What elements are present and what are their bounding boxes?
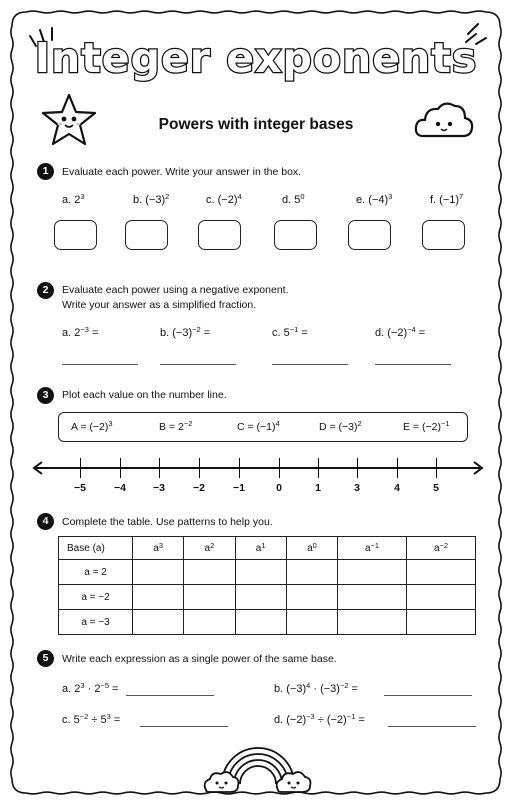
- table-header-power: [235, 537, 286, 560]
- power-exponent: 4: [275, 419, 280, 428]
- power-exponent: −1: [346, 712, 356, 721]
- number-line-tick: [279, 458, 280, 478]
- power-base: (−2): [217, 194, 238, 206]
- power-base: E = (−2): [403, 421, 441, 433]
- power-base: 2: [74, 327, 81, 339]
- power-exponent: −2: [183, 419, 193, 428]
- q2-item-expression: [160, 327, 210, 339]
- table-answer-cell[interactable]: [235, 560, 286, 585]
- power-base: a: [204, 542, 211, 554]
- answer-line[interactable]: [140, 726, 228, 727]
- question-3-number: 3: [37, 387, 54, 404]
- number-line: [30, 460, 486, 476]
- power-exponent: 3: [108, 419, 113, 428]
- page-subtitle: Powers with integer bases: [158, 116, 354, 133]
- table-header-base: Base (a): [59, 537, 133, 560]
- table-answer-cell[interactable]: [338, 560, 407, 585]
- item-label: c.: [206, 194, 218, 206]
- item-label: b.: [274, 683, 287, 695]
- question-2-number: 2: [37, 282, 54, 299]
- power-base: (−1): [439, 194, 460, 206]
- answer-box[interactable]: [125, 220, 168, 250]
- number-line-tick: [436, 458, 437, 478]
- power-base: C = (−1): [237, 421, 276, 433]
- item-label: b.: [160, 327, 173, 339]
- item-label: a.: [62, 194, 75, 206]
- answer-box[interactable]: [274, 220, 317, 250]
- power-exponent: 1: [261, 540, 266, 550]
- table-row: [59, 585, 476, 610]
- question-4-prompt: Complete the table. Use patterns to help you.: [62, 516, 273, 528]
- value-item: [71, 421, 113, 433]
- power-exponent: −1: [440, 419, 450, 428]
- answer-line[interactable]: [62, 364, 138, 365]
- number-line-tick: [199, 458, 200, 478]
- power-base: 5: [294, 194, 301, 206]
- exponent-table: [58, 536, 476, 635]
- power-exponent: −5: [100, 681, 109, 690]
- table-header-power: [286, 537, 337, 560]
- power-base: 2: [74, 194, 81, 206]
- answer-box[interactable]: [348, 220, 391, 250]
- question-3-prompt: Plot each value on the number line.: [62, 389, 227, 401]
- number-line-tick-label: 0: [276, 482, 282, 494]
- power-exponent: 7: [459, 192, 464, 201]
- power-exponent: −4: [407, 325, 416, 334]
- number-line-tick-label: −3: [153, 482, 165, 494]
- value-item: [237, 421, 280, 433]
- table-answer-cell[interactable]: [407, 610, 476, 635]
- power-base: B = 2: [159, 421, 184, 433]
- number-line-tick-label: −4: [114, 482, 126, 494]
- power-base: (−2): [326, 714, 347, 726]
- equals-sign: =: [200, 327, 211, 339]
- q1-item-expression: [282, 194, 305, 206]
- power-base: 2: [94, 683, 101, 695]
- power-exponent: 4: [306, 681, 311, 690]
- value-item: [403, 421, 450, 433]
- power-exponent: 3: [80, 192, 85, 201]
- item-label: d.: [274, 714, 287, 726]
- q5-item-expression: [62, 714, 120, 726]
- table-row-label: a = −2: [59, 585, 133, 610]
- item-label: a.: [62, 327, 75, 339]
- power-base: 2: [74, 683, 81, 695]
- answer-box[interactable]: [54, 220, 97, 250]
- power-exponent: −2: [439, 540, 449, 550]
- table-answer-cell[interactable]: [286, 560, 337, 585]
- answer-line[interactable]: [126, 695, 214, 696]
- equals-sign: =: [415, 327, 426, 339]
- power-base: D = (−3): [319, 421, 358, 433]
- power-exponent: 0: [300, 192, 305, 201]
- table-answer-cell[interactable]: [184, 560, 235, 585]
- table-answer-cell[interactable]: [184, 585, 235, 610]
- answer-line[interactable]: [160, 364, 236, 365]
- power-exponent: −1: [370, 540, 380, 550]
- power-base: 5: [100, 714, 107, 726]
- operator: ·: [84, 683, 95, 695]
- item-label: b.: [133, 194, 146, 206]
- power-base: a: [255, 542, 262, 554]
- answer-line[interactable]: [272, 364, 348, 365]
- number-line-tick: [397, 458, 398, 478]
- power-base: 5: [283, 327, 290, 339]
- question-2-prompt: [62, 283, 289, 313]
- table-answer-cell[interactable]: [133, 560, 184, 585]
- power-exponent: 2: [165, 192, 170, 201]
- table-header-power: [184, 537, 235, 560]
- number-line-tick-label: −5: [74, 482, 86, 494]
- power-exponent: 3: [388, 192, 393, 201]
- table-answer-cell[interactable]: [235, 610, 286, 635]
- power-base: (−3): [286, 683, 307, 695]
- q5-item-expression: [274, 683, 358, 695]
- q1-item-expression: [430, 194, 463, 206]
- answer-line[interactable]: [375, 364, 451, 365]
- equals-sign: =: [110, 714, 121, 726]
- table-answer-cell[interactable]: [133, 610, 184, 635]
- power-exponent: 2: [210, 540, 215, 550]
- question-2-prompt-line1: Evaluate each power using a negative exponent.: [62, 284, 289, 296]
- number-line-tick-label: 3: [354, 482, 360, 494]
- number-line-tick-label: 1: [315, 482, 321, 494]
- item-label: a.: [62, 683, 75, 695]
- table-answer-cell[interactable]: [184, 610, 235, 635]
- q1-item-expression: [133, 194, 169, 206]
- power-base: a: [307, 542, 313, 554]
- number-line-tick: [239, 458, 240, 478]
- q1-item-expression: [206, 194, 242, 206]
- power-exponent: −2: [192, 325, 201, 334]
- table-answer-cell[interactable]: [338, 585, 407, 610]
- table-answer-cell[interactable]: [407, 585, 476, 610]
- number-line-tick-label: −2: [193, 482, 205, 494]
- number-line-tick: [120, 458, 121, 478]
- item-label: e.: [356, 194, 369, 206]
- question-5-number: 5: [37, 650, 54, 667]
- equals-sign: =: [109, 683, 119, 695]
- item-label: c.: [62, 714, 74, 726]
- power-base: a: [364, 542, 371, 554]
- value-item: [159, 421, 192, 433]
- power-exponent: −2: [339, 681, 349, 690]
- answer-line[interactable]: [388, 726, 476, 727]
- equals-sign: =: [355, 714, 365, 726]
- equals-sign: =: [348, 683, 358, 695]
- question-1-prompt: Evaluate each power. Write your answer in the box.: [62, 166, 302, 178]
- answer-line[interactable]: [384, 695, 472, 696]
- operator: ·: [310, 683, 321, 695]
- power-base: a: [433, 542, 440, 554]
- power-base: (−2): [387, 327, 408, 339]
- number-line-tick-label: 5: [433, 482, 439, 494]
- table-header-power: [407, 537, 476, 560]
- number-line-tick-label: 4: [394, 482, 400, 494]
- power-exponent: −3: [80, 325, 89, 334]
- number-line-tick: [318, 458, 319, 478]
- number-line-tick: [357, 458, 358, 478]
- power-exponent: −2: [79, 712, 89, 721]
- item-label: f.: [430, 194, 440, 206]
- number-line-tick: [80, 458, 81, 478]
- power-exponent: 3: [158, 540, 163, 550]
- table-answer-cell[interactable]: [286, 610, 337, 635]
- operator: ÷: [88, 714, 101, 726]
- power-exponent: −3: [306, 712, 315, 721]
- table-answer-cell[interactable]: [133, 585, 184, 610]
- q5-item-expression: [62, 683, 118, 695]
- table-answer-cell[interactable]: [407, 560, 476, 585]
- item-label: d.: [375, 327, 388, 339]
- table-row: [59, 610, 476, 635]
- power-base: 5: [73, 714, 80, 726]
- table-header-power: [338, 537, 407, 560]
- operator: ÷: [314, 714, 327, 726]
- table-row: [59, 560, 476, 585]
- power-base: (−3): [172, 327, 193, 339]
- table-header-power: [133, 537, 184, 560]
- equals-sign: =: [298, 327, 308, 339]
- question-1-number: 1: [37, 163, 54, 180]
- item-label: c.: [272, 327, 284, 339]
- q1-item-expression: [356, 194, 392, 206]
- page-title: Integer exponents: [34, 34, 478, 82]
- table-answer-cell[interactable]: [235, 585, 286, 610]
- power-base: (−3): [320, 683, 340, 695]
- item-label: d.: [282, 194, 295, 206]
- question-2-prompt-line2: Write your answer as a simplified fraction.: [62, 299, 257, 311]
- table-answer-cell[interactable]: [286, 585, 337, 610]
- answer-box[interactable]: [198, 220, 241, 250]
- values-box: [58, 412, 468, 442]
- power-exponent: 3: [106, 712, 111, 721]
- q2-item-expression: [375, 327, 425, 339]
- answer-box[interactable]: [422, 220, 465, 250]
- power-base: (−2): [286, 714, 307, 726]
- table-row-label: a = −3: [59, 610, 133, 635]
- rainbow-icon: [200, 732, 316, 796]
- question-5-prompt: Write each expression as a single power of the same base.: [62, 653, 337, 665]
- table-row-label: a = 2: [59, 560, 133, 585]
- power-exponent: 2: [357, 419, 362, 428]
- q1-item-expression: [62, 194, 85, 206]
- value-item: [319, 421, 362, 433]
- number-line-tick: [159, 458, 160, 478]
- power-base: A = (−2): [71, 421, 109, 433]
- power-exponent: −1: [289, 325, 299, 334]
- table-answer-cell[interactable]: [338, 610, 407, 635]
- power-base: a: [153, 542, 159, 554]
- power-exponent: 0: [312, 540, 317, 550]
- equals-sign: =: [88, 327, 99, 339]
- power-exponent: 3: [80, 681, 85, 690]
- power-base: (−4): [368, 194, 389, 206]
- number-line-tick-label: −1: [233, 482, 245, 494]
- question-4-number: 4: [37, 513, 54, 530]
- q2-item-expression: [62, 327, 98, 339]
- power-exponent: 4: [237, 192, 242, 201]
- q5-item-expression: [274, 714, 365, 726]
- q2-item-expression: [272, 327, 308, 339]
- power-base: (−3): [145, 194, 166, 206]
